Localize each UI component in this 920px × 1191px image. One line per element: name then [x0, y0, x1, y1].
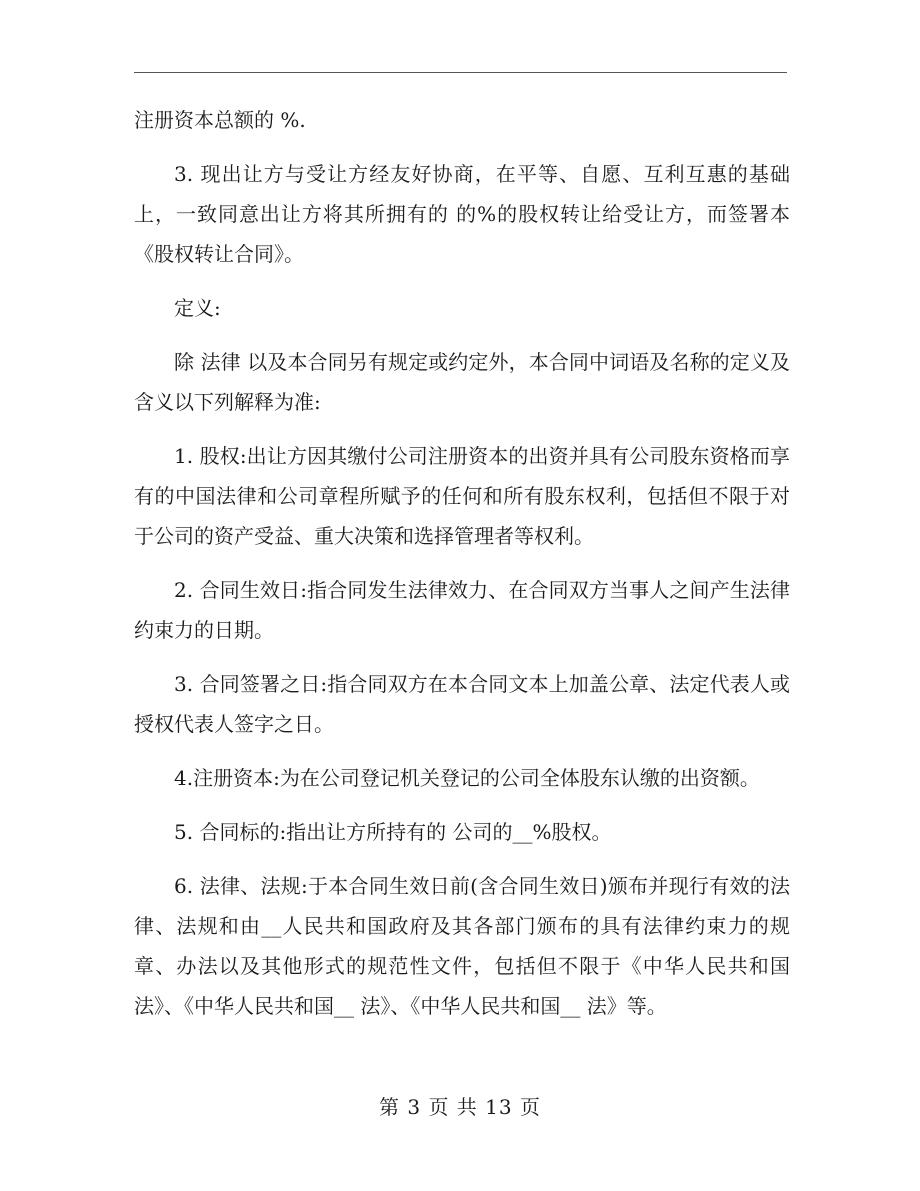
paragraph: 3. 现出让方与受让方经友好协商，在平等、自愿、互利互惠的基础上，一致同意出让方将其所拥有的 的%的股权转让给受让方，而签署本《股权转让合同》。 — [134, 162, 790, 266]
document-body — [134, 100, 790, 1040]
section-heading: 定义: — [174, 296, 221, 320]
page-number: 第 3 页 共 13 页 — [379, 1095, 541, 1119]
paragraph: 注册资本总额的 %. — [134, 108, 306, 132]
header-rule — [134, 72, 787, 73]
definition-item: 4.注册资本:为在公司登记机关登记的公司全体股东认缴的出资额。 — [174, 766, 760, 790]
definition-item: 3. 合同签署之日:指合同双方在本合同文本上加盖公章、法定代表人或授权代表人签字之日。 — [134, 672, 790, 736]
definition-item: 1. 股权:出让方因其缴付公司注册资本的出资并具有公司股东资格而享有的中国法律和公司章程所赋予的任何和所有股东权利，包括但不限于对于公司的资产受益、重大决策和选择管理者等权利。 — [134, 444, 790, 548]
definition-item: 2. 合同生效日:指合同发生法律效力、在合同双方当事人之间产生法律约束力的日期。 — [134, 578, 790, 642]
definition-item: 5. 合同标的:指出让方所持有的 公司的__%股权。 — [174, 820, 612, 844]
definition-item: 6. 法律、法规:于本合同生效日前(含合同生效日)颁布并现行有效的法律、法规和由__人民共和国政府及其各部门颁布的具有法律约束力的规章、办法以及其他形式的规范性文件，包括但不限于《中华人民共和国 法》、《中华人民共和国__ 法》、《中华人民共和国__ 法》等。 — [134, 874, 790, 1018]
paragraph: 除 法律 以及本合同另有规定或约定外，本合同中词语及名称的定义及含义以下列解释为准: — [134, 350, 790, 414]
